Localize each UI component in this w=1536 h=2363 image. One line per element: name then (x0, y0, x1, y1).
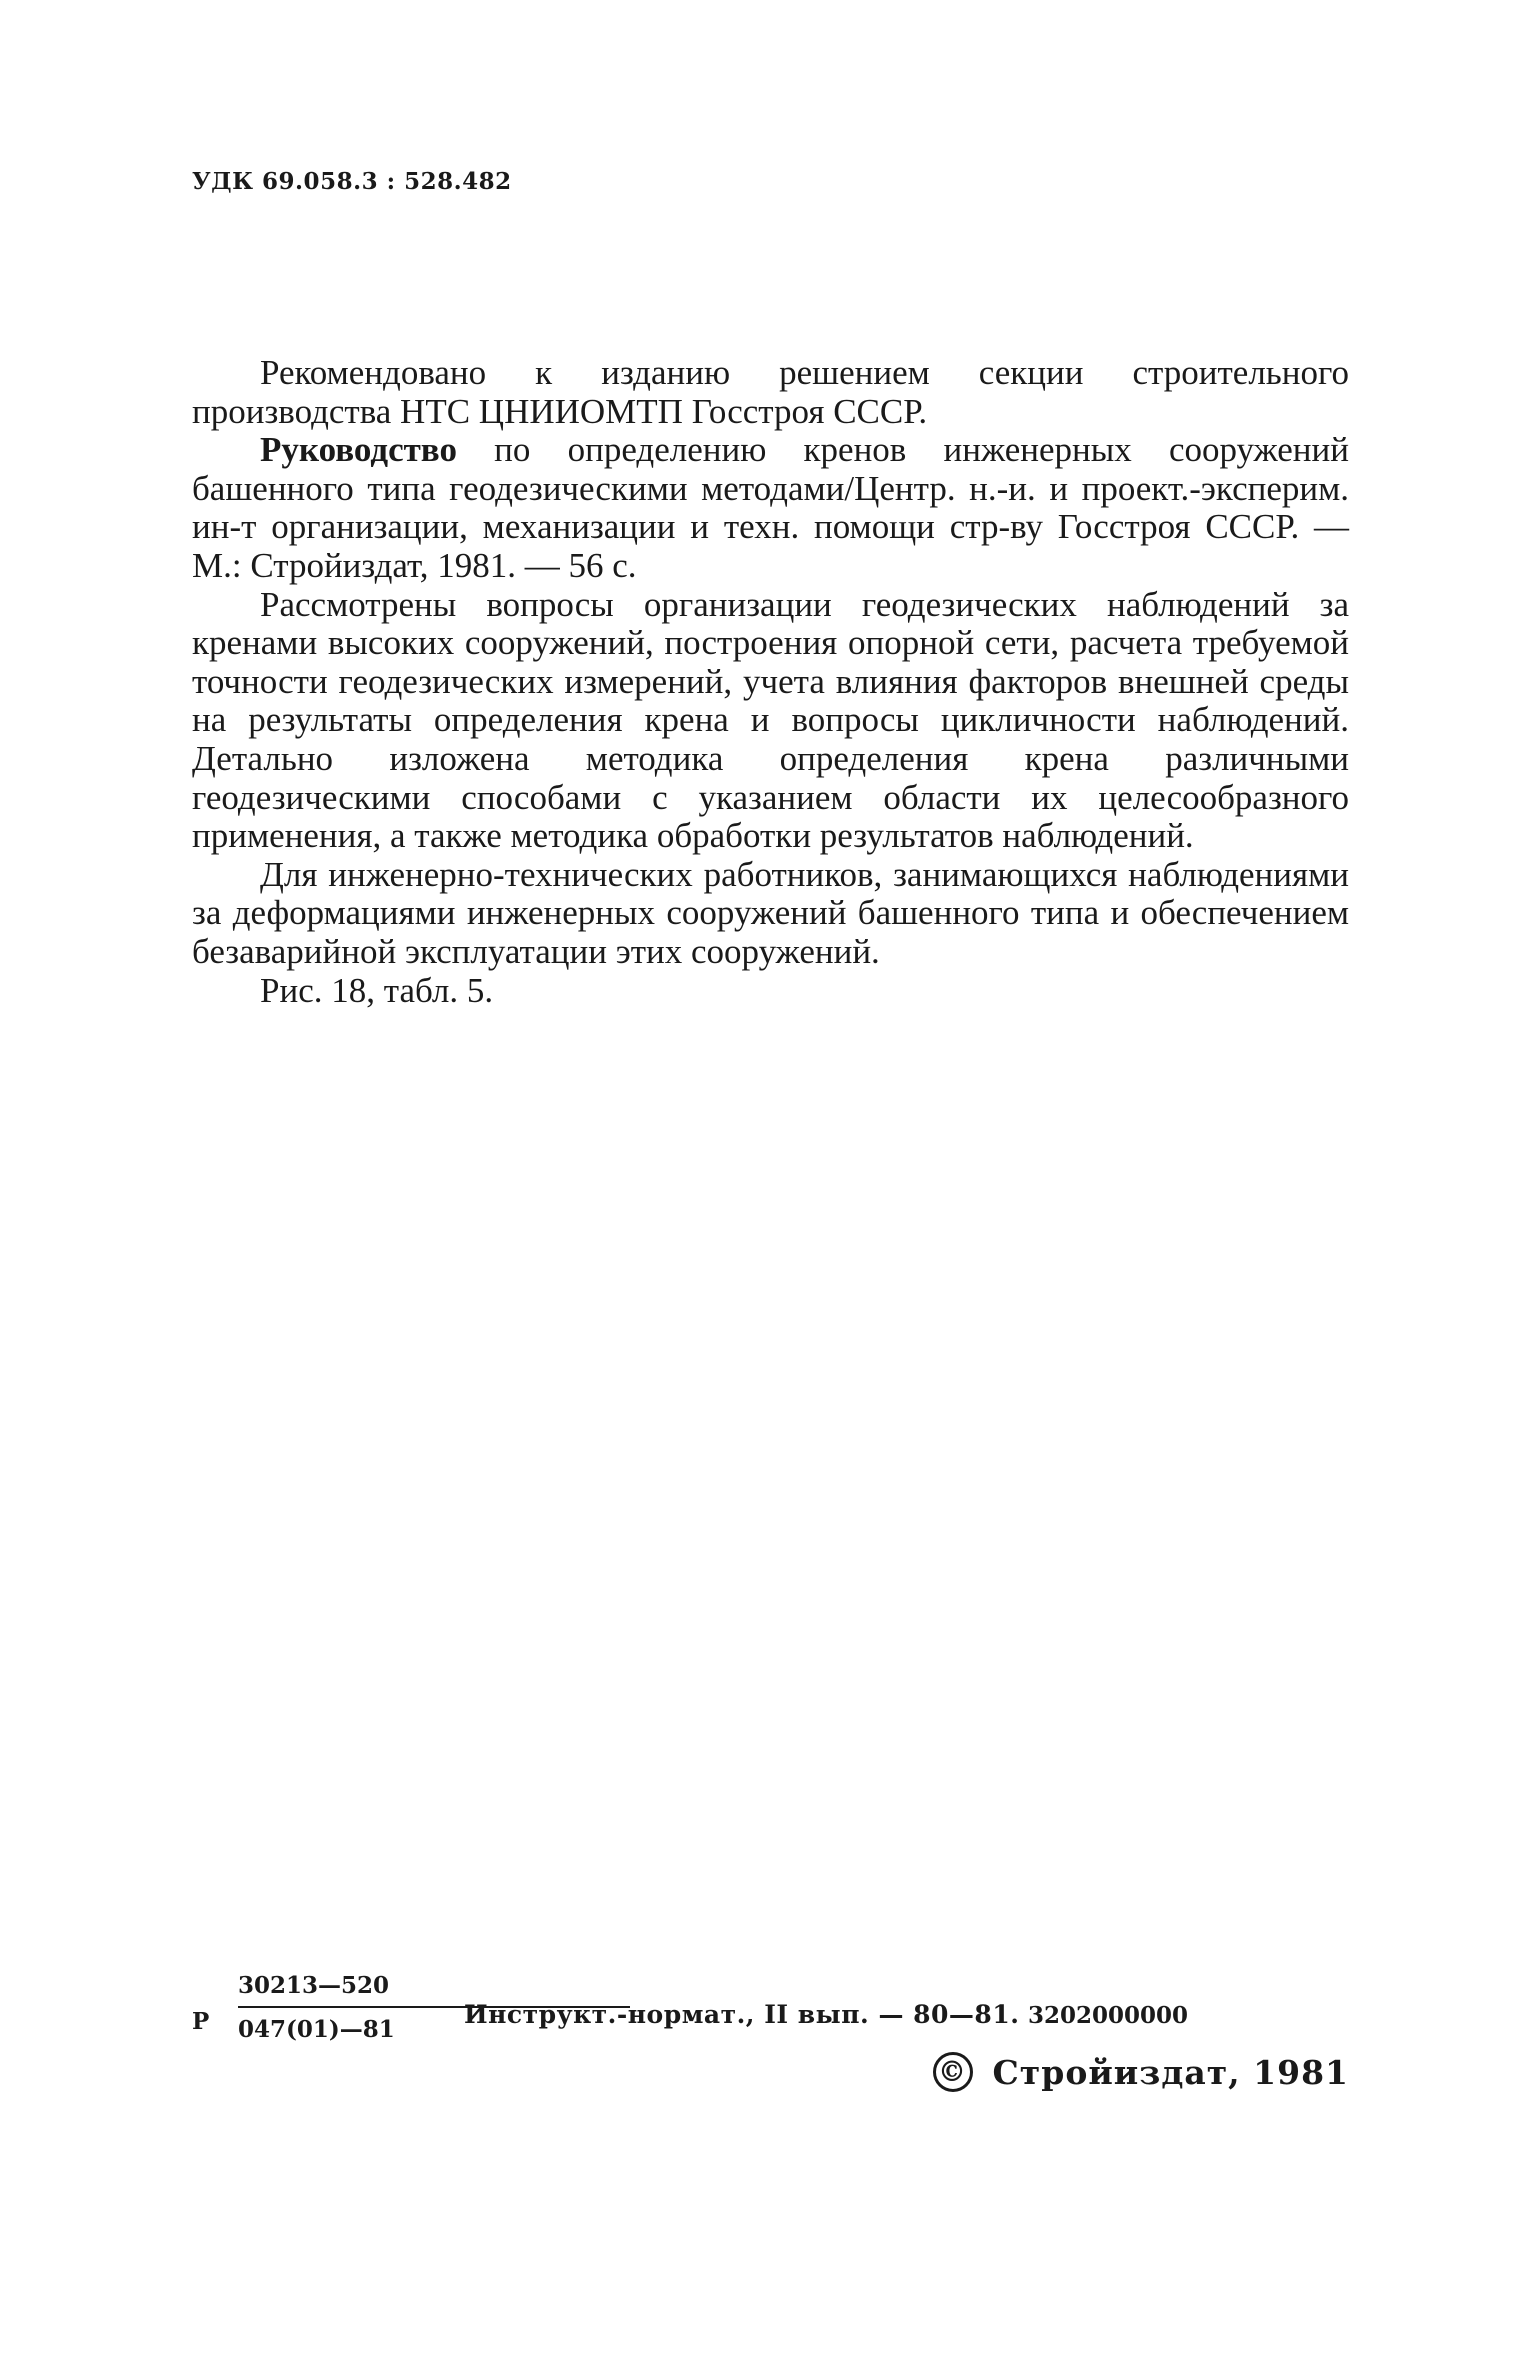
fraction-numerator: 30213—520 (238, 1972, 390, 1999)
copyright-line (933, 2052, 1349, 2092)
series-info: Инструкт.-нормат., II вып. — 80—81. (464, 2000, 1020, 2029)
copyright-icon: © (933, 2052, 973, 2092)
abstract-block (192, 354, 1349, 1010)
summary-paragraph: Рассмотрены вопросы организации геодезических наблюдений за кренами высоких сооружений, построения опорной сети, расчета требуемой точности геодезических измерений, учета влияния факторов внешней среды на результаты определения крена и вопросы цикличности наблюдений. Детально изложена методика определения крена различными геодезическими способами с указанием области их целесообразного применения, а также методика обработки результатов наблюдений. (192, 584, 1349, 856)
audience-paragraph: Для инженерно-технических работников, занимающихся наблюдениями за деформациями инженерных сооружений башенного типа и обеспечением безаварийной эксплуатации этих сооружений. (192, 854, 1349, 971)
figures-tables-note: Рис. 18, табл. 5. (260, 970, 494, 1010)
fraction-denominator: 047(01)—81 (238, 2016, 395, 2043)
copyright-text: Стройиздат, 1981 (992, 2052, 1349, 2092)
bibliographic-paragraph (192, 431, 1349, 585)
imprint-letter: Р (192, 2008, 210, 2035)
imprint-block (192, 1972, 1349, 2112)
udk-code: УДК 69.058.3 : 528.482 (192, 168, 512, 195)
recommendation-paragraph: Рекомендовано к изданию решением секции строительного производства НТС ЦНИИОМТП Госстроя СССР. (192, 353, 1349, 431)
bibliographic-text: по определению кренов инженерных сооружений башенного типа геодезическими методами/Центр. н.-и. и проект.-эксперим. ин-т организации, механизации и техн. помощи стр-ву Госстроя СССР. — М.: Стройиздат, 1981. — 56 с. (192, 430, 1350, 585)
title-lead-word: Руководство (260, 430, 457, 470)
classification-code: 3202000000 (1028, 2002, 1189, 2029)
